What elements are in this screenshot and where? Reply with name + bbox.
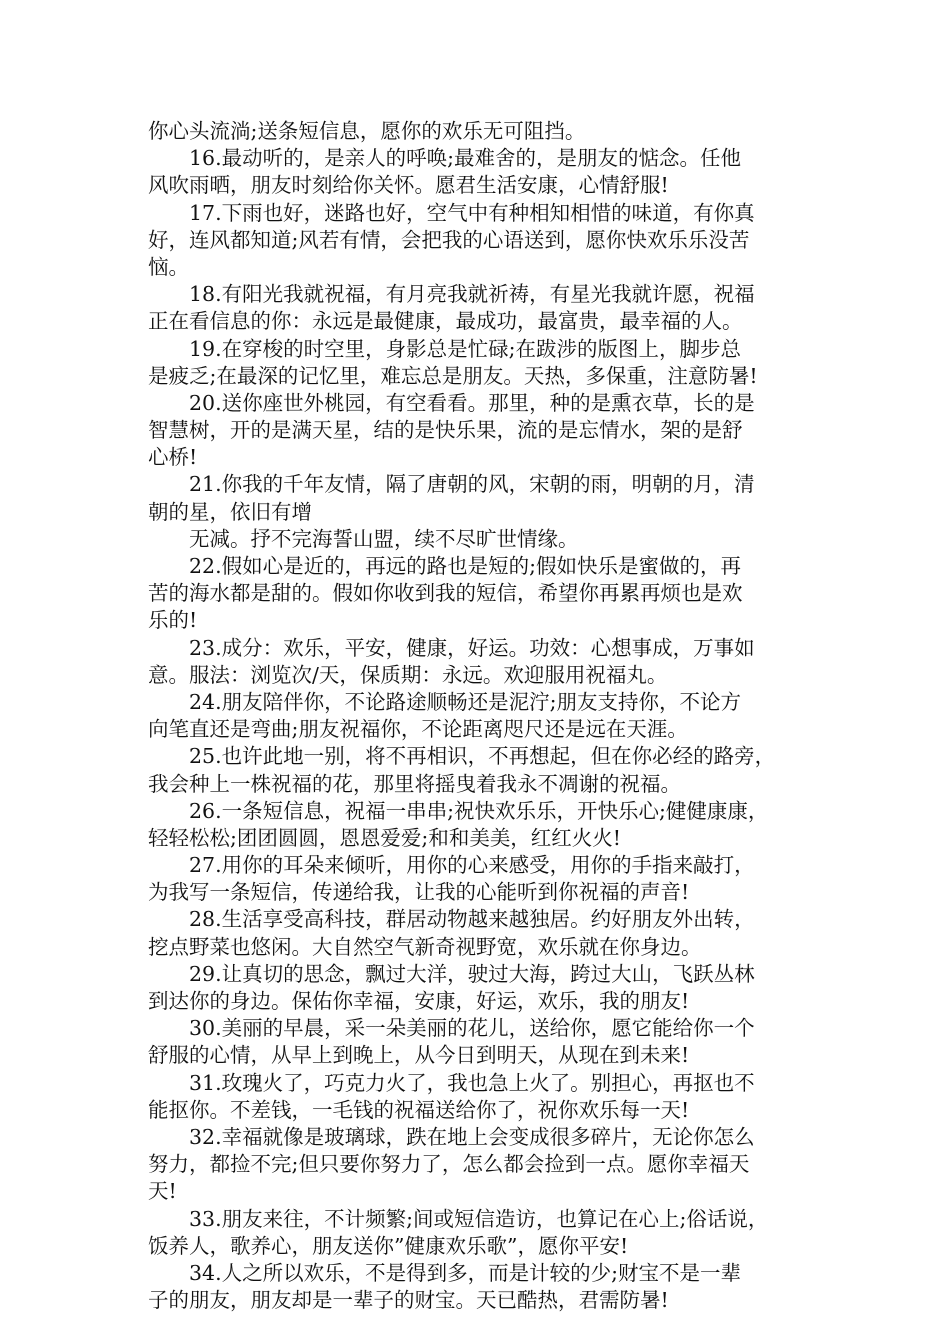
text-line: 乐的!: [148, 608, 198, 633]
text-line: 我会种上一株祝福的花，那里将摇曳着我永不凋谢的祝福。: [148, 771, 681, 796]
text-line: 挖点野菜也悠闲。大自然空气新奇视野宽，欢乐就在你身边。: [148, 934, 702, 959]
text-line: 26.一条短信息，祝福一串串;祝快欢乐乐，开快乐心;健健康康，: [148, 798, 769, 823]
text-line: 34.人之所以欢乐，不是得到多，而是计较的少;财宝不是一辈: [148, 1260, 742, 1285]
text-line: 28.生活享受高科技，群居动物越来越独居。约好朋友外出转，: [148, 907, 755, 932]
text-line: 32.幸福就像是玻璃球，跌在地上会变成很多碎片，无论你怎么: [148, 1124, 755, 1149]
text-line: 轻轻松松;团团圆圆，恩恩爱爱;和和美美，红红火火!: [148, 825, 622, 850]
text-line: 31.玫瑰火了，巧克力火了，我也急上火了。别担心，再抠也不: [148, 1070, 755, 1095]
text-line: 30.美丽的早晨，采一朵美丽的花儿，送给你，愿它能给你一个: [148, 1016, 755, 1041]
text-line: 你心头流淌;送条短信息，愿你的欢乐无可阻挡。: [148, 119, 586, 143]
text-line: 智慧树，开的是满天星，结的是快乐果，流的是忘情水，架的是舒: [148, 418, 743, 443]
text-line: 到达你的身边。保佑你幸福，安康，好运，欢乐，我的朋友!: [148, 989, 690, 1013]
text-line: 22.假如心是近的，再远的路也是短的;假如快乐是蜜做的，再: [148, 554, 742, 578]
text-line: 能抠你。不差钱，一毛钱的祝福送给你了，祝你欢乐每一天!: [148, 1097, 690, 1122]
text-line: 苦的海水都是甜的。假如你收到我的短信，希望你再累再烦也是欢: [148, 581, 743, 606]
text-line: 16.最动听的，是亲人的呼唤;最难舍的，是朋友的惦念。任他: [148, 146, 742, 171]
text-line: 20.送你座世外桃园，有空看看。那里，种的是熏衣草，长的是: [148, 390, 755, 415]
text-line: 正在看信息的你：永远是最健康，最成功，最富贵，最幸福的人。: [148, 309, 743, 334]
text-line: 子的朋友，朋友却是一辈子的财宝。天已酷热，君需防暑!: [148, 1288, 669, 1313]
text-line: 23.成分：欢乐，平安，健康，好运。功效：心想事成，万事如: [148, 635, 755, 660]
document-page: [148, 118, 808, 1314]
text-line: 好，连风都知道;风若有情，会把我的心语送到，愿你快欢乐乐没苦: [148, 227, 750, 252]
text-line: 29.让真切的思念，飘过大洋，驶过大海，跨过大山，飞跃丛林: [148, 961, 755, 986]
text-line: 朝的星，依旧有增: [148, 499, 312, 524]
text-line: 24.朋友陪伴你，不论路途顺畅还是泥泞;朋友支持你，不论方: [148, 689, 742, 714]
text-line: 努力，都捡不完;但只要你努力了，怎么都会捡到一点。愿你幸福天: [148, 1152, 750, 1177]
text-line: 无减。抒不完海誓山盟，续不尽旷世情缘。: [148, 526, 579, 551]
text-line: 33.朋友来往，不计频繁;间或短信造访，也算记在心上;俗话说，: [148, 1206, 769, 1231]
text-line: 19.在穿梭的时空里，身影总是忙碌;在跋涉的版图上，脚步总: [148, 336, 742, 361]
text-line: 为我写一条短信，传递给我，让我的心能听到你祝福的声音!: [148, 880, 690, 905]
text-line: 恼。: [148, 254, 189, 279]
text-line: 27.用你的耳朵来倾听，用你的心来感受，用你的手指来敲打，: [148, 853, 755, 878]
text-line: 舒服的心情，从早上到晚上，从今日到明天，从现在到未来!: [148, 1043, 690, 1068]
text-line: 心桥!: [148, 445, 198, 470]
text-line: 天!: [148, 1179, 177, 1204]
text-line: 意。服法：浏览次/天，保质期：永远。欢迎服用祝福丸。: [148, 662, 668, 687]
text-line: 风吹雨晒，朋友时刻给你关怀。愿君生活安康，心情舒服!: [148, 173, 669, 198]
text-line: 饭养人，歌养心，朋友送你”健康欢乐歌”，愿你平安!: [148, 1233, 629, 1258]
text-line: 向笔直还是弯曲;朋友祝福你，不论距离咫尺还是远在天涯。: [148, 717, 688, 742]
text-line: 是疲乏;在最深的记忆里，难忘总是朋友。天热，多保重，注意防暑!: [148, 363, 758, 388]
text-line: 18.有阳光我就祝福，有月亮我就祈祷，有星光我就许愿，祝福: [148, 282, 755, 307]
text-line: 21.你我的千年友情，隔了唐朝的风，宋朝的雨，明朝的月，清: [148, 472, 755, 497]
text-line: 25.也许此地一别，将不再相识，不再想起，但在你必经的路旁，: [148, 744, 776, 769]
text-line: 17.下雨也好，迷路也好，空气中有种相知相惜的味道，有你真: [148, 200, 755, 225]
